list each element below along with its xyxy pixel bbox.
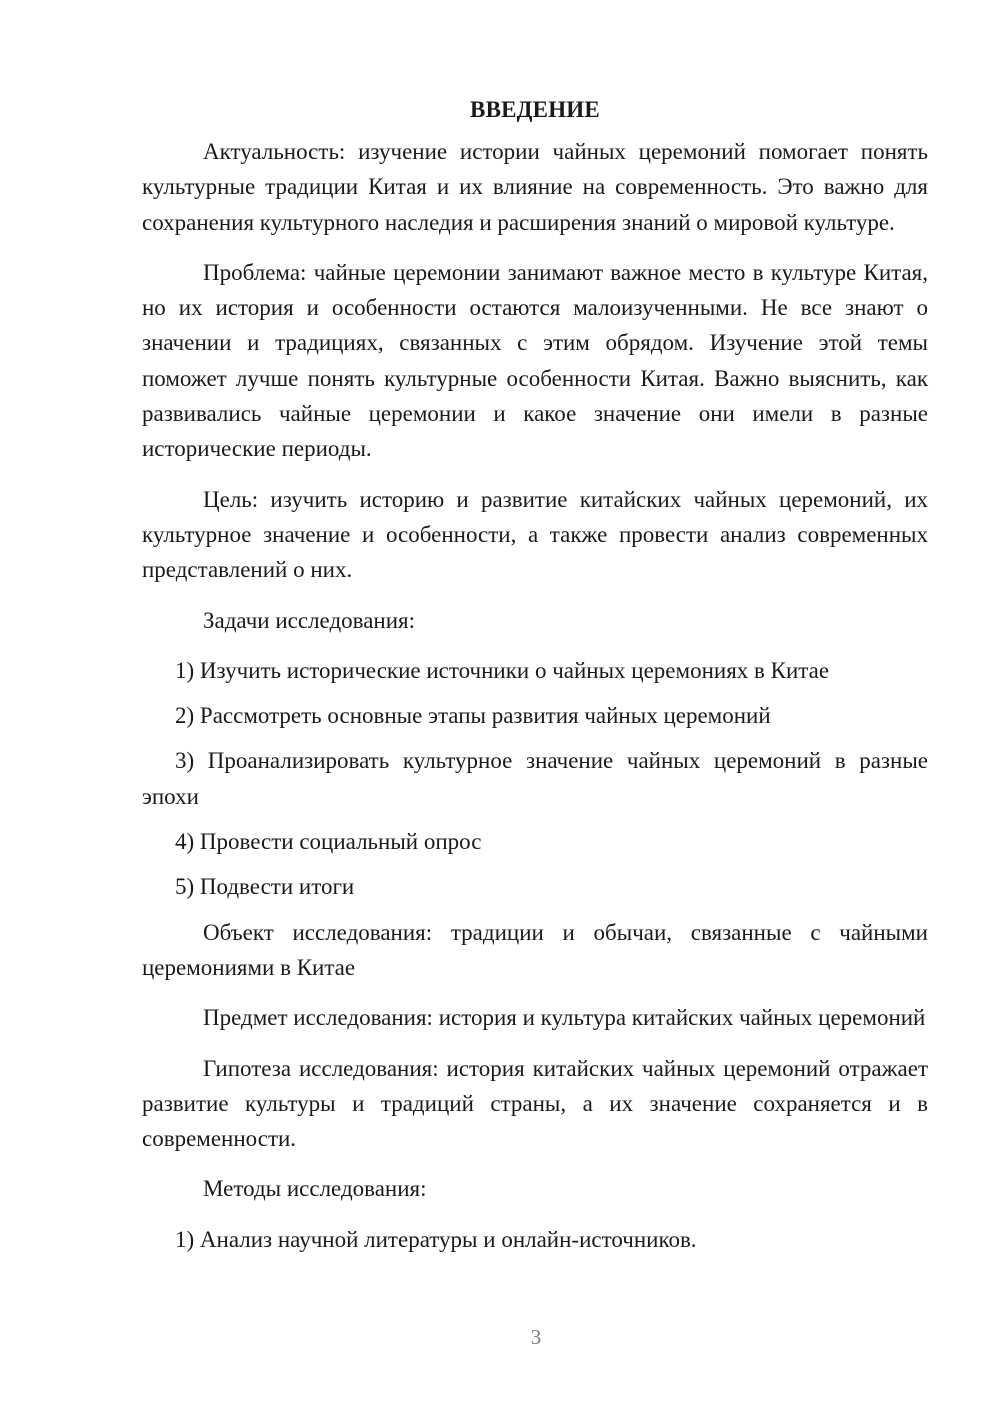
task-item-3: 3) Проанализировать культурное значение чайных церемоний в разные эпохи — [142, 748, 928, 809]
tasks-list — [142, 653, 928, 905]
paragraph-object: Объект исследования: традиции и обычаи, связанные с чайными церемониями в Китае — [142, 919, 928, 980]
paragraph-subject: Предмет исследования: история и культура китайских чайных церемоний — [203, 1005, 926, 1031]
paragraph-hypothesis: Гипотеза исследования: история китайских чайных церемоний отражает развитие культуры и традиций страны, а их значение сохраняется и в современности. — [142, 1055, 928, 1152]
paragraph-tasks-intro: Задачи исследования: — [203, 607, 416, 633]
task-item-2: 2) Рассмотреть основные этапы развития чайных церемоний — [175, 703, 771, 729]
paragraph-goal: Цель: изучить историю и развитие китайских чайных церемоний, их культурное значение и особенности, а также провести анализ современных представлений о них. — [142, 486, 928, 583]
method-item-1: 1) Анализ научной литературы и онлайн-источников. — [175, 1226, 697, 1252]
paragraph-methods-intro: Методы исследования: — [203, 1176, 427, 1202]
task-item-4: 4) Провести социальный опрос — [175, 829, 482, 855]
paragraph-problem: Проблема: чайные церемонии занимают важное место в культуре Китая, но их история и особенности остаются малоизученными. Не все знают о значении и традициях, связанных с этим обрядом. Изучение этой темы поможет лучше понять культурные особенности Китая. Важно выяснить, как развивались чайные церемонии и какое значение они имели в разные исторические периоды. — [142, 259, 928, 462]
task-item-5: 5) Подвести итоги — [175, 874, 355, 900]
methods-list — [142, 1222, 928, 1257]
paragraph-relevance: Актуальность: изучение истории чайных церемоний помогает понять культурные традиции Китая и их влияние на современность. Это важно для сохранения культурного наследия и расширения знаний о мировой культуре. — [142, 139, 928, 235]
document-page — [142, 92, 928, 1267]
page-number: 3 — [530, 1325, 542, 1349]
section-heading: ВВЕДЕНИЕ — [470, 97, 600, 122]
task-item-1: 1) Изучить исторические источники о чайных церемониях в Китае — [175, 657, 830, 683]
